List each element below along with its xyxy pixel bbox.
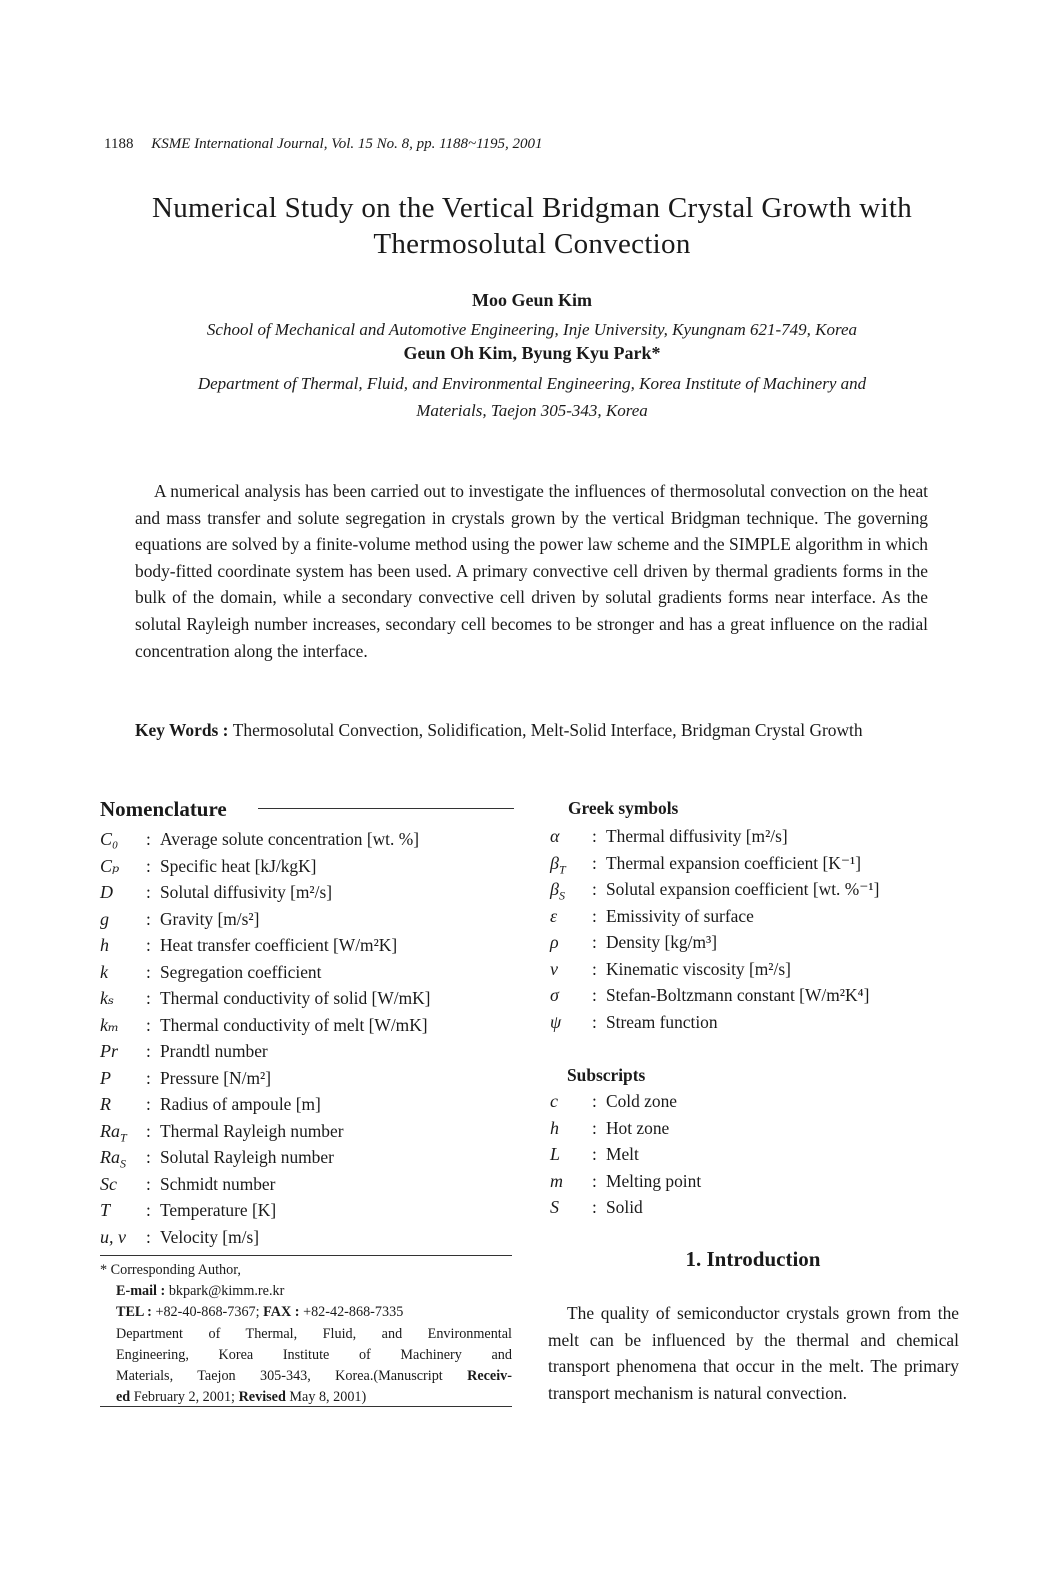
symbol-row bbox=[100, 1012, 428, 1039]
introduction-text: The quality of semiconductor crystals grown from the melt can be influenced by the thermal and chemical transport phenomena that occur in the melt. The primary transport mechanism is natural convection. bbox=[548, 1303, 959, 1403]
page-number: 1188 bbox=[104, 136, 134, 152]
symbol: Sc bbox=[100, 1173, 117, 1194]
symbol-colon: : bbox=[146, 1067, 151, 1088]
revised-date: May 8, 2001) bbox=[289, 1389, 367, 1406]
symbol-definition: Solutal diffusivity [m²/s] bbox=[160, 882, 333, 902]
symbol: ν bbox=[550, 958, 558, 979]
symbol-definition: Solutal Rayleigh number bbox=[160, 1147, 334, 1167]
symbol-colon: : bbox=[146, 855, 151, 876]
symbol-row bbox=[100, 1197, 276, 1224]
symbol-row bbox=[100, 826, 419, 853]
keywords-text: Thermosolutal Convection, Solidification, Melt-Solid Interface, Bridgman Crystal Growth bbox=[232, 720, 863, 740]
symbol-definition: Thermal expansion coefficient [K⁻¹] bbox=[606, 852, 862, 873]
symbol-definition: Radius of ampoule [m] bbox=[160, 1094, 321, 1114]
email-value: bkpark@kimm.re.kr bbox=[168, 1283, 285, 1300]
symbol: C₀ bbox=[100, 829, 119, 849]
footnote-rule bbox=[100, 1255, 512, 1256]
symbol-row bbox=[100, 1224, 259, 1251]
symbol: Pr bbox=[100, 1041, 118, 1061]
symbol-row bbox=[100, 1065, 271, 1092]
footnote-address-1: Department of Thermal, Fluid, and Environmental bbox=[116, 1325, 512, 1342]
symbol: L bbox=[550, 1144, 561, 1164]
symbol-definition: Thermal conductivity of melt [W/mK] bbox=[160, 1014, 428, 1035]
symbol-definition: Density [kg/m³] bbox=[606, 932, 717, 952]
nomenclature-rule bbox=[258, 808, 514, 809]
symbol-row bbox=[550, 982, 869, 1009]
author-2: Geun Oh Kim, Byung Kyu Park* bbox=[403, 343, 661, 363]
affiliation-1: School of Mechanical and Automotive Engineering, Inje University, Kyungnam 621-749, Korea bbox=[206, 320, 858, 339]
symbol-colon: : bbox=[146, 988, 151, 1008]
symbol: $Ra_S$ bbox=[100, 1147, 126, 1171]
symbol: α bbox=[550, 826, 560, 846]
fax-value: +82-42-868-7335 bbox=[303, 1304, 404, 1321]
symbol-colon: : bbox=[146, 829, 151, 849]
symbol: h bbox=[550, 1117, 559, 1138]
symbol-colon: : bbox=[592, 1091, 597, 1111]
symbol-colon: : bbox=[592, 1197, 597, 1217]
symbol-colon: : bbox=[592, 905, 597, 926]
symbol-definition: Thermal conductivity of solid [W/mK] bbox=[160, 988, 431, 1008]
symbol-row bbox=[100, 959, 321, 986]
symbol: Cₚ bbox=[100, 855, 120, 876]
symbol-colon: : bbox=[146, 1173, 151, 1194]
symbol-definition: Pressure [N/m²] bbox=[160, 1067, 271, 1088]
symbol-row bbox=[100, 853, 316, 880]
symbol-definition: Stream function bbox=[606, 1011, 718, 1032]
symbol-row bbox=[550, 1141, 639, 1168]
symbol: $\beta_T$ bbox=[550, 852, 566, 877]
footnote-email bbox=[100, 1281, 512, 1302]
revised-label: Revised bbox=[238, 1389, 286, 1406]
symbol-definition: Temperature [K] bbox=[160, 1200, 277, 1220]
symbol-row bbox=[550, 929, 717, 956]
tel-label: TEL : bbox=[116, 1304, 152, 1321]
symbol: kₛ bbox=[100, 988, 115, 1008]
symbol: m bbox=[550, 1170, 563, 1191]
symbol-colon: : bbox=[146, 1041, 151, 1061]
footnote bbox=[100, 1260, 512, 1408]
symbol: $Ra_T$ bbox=[100, 1120, 127, 1145]
symbol: P bbox=[100, 1067, 111, 1088]
symbol-row bbox=[550, 1168, 701, 1195]
title-line-1: Numerical Study on the Vertical Bridgman Crystal Growth with bbox=[151, 192, 913, 224]
symbol-row bbox=[550, 1009, 718, 1036]
symbol-colon: : bbox=[592, 1117, 597, 1138]
symbol-colon: : bbox=[146, 1147, 151, 1167]
symbol-row bbox=[550, 1115, 669, 1142]
symbol-colon: : bbox=[146, 1120, 151, 1141]
symbol: kₘ bbox=[100, 1014, 120, 1035]
abstract: A numerical analysis has been carried out to investigate the influences of thermosolutal convection on the heat and mass transfer and solute segregation in crystals grown by the vertical Bridgman technique. The governing equations are solved by a finite-volume method using the power law scheme and the SIMPLE algorithm in which body-fitted coordinate system has been used. A primary convective cell driven by thermal gradients forms in the bulk of the domain, while a secondary convective cell driven by solutal gradients forms near interface. As the solutal Rayleigh number increases, secondary cell becomes to be stronger and has a great influence on the radial concentration along the interface. bbox=[135, 481, 928, 661]
journal-citation: KSME International Journal, Vol. 15 No. 8, pp. 1188~1195, 2001 bbox=[151, 136, 543, 152]
symbol: $\beta_S$ bbox=[550, 879, 565, 903]
affiliation-2-line-1: Department of Thermal, Fluid, and Environmental Engineering, Korea Institute of Machinery and bbox=[197, 374, 867, 393]
symbol-row bbox=[100, 1091, 321, 1118]
symbol-row bbox=[100, 1118, 344, 1145]
symbol-colon: : bbox=[146, 961, 151, 982]
keywords bbox=[135, 717, 928, 744]
symbol-colon: : bbox=[146, 1094, 151, 1114]
footnote-bottom-rule bbox=[100, 1406, 512, 1407]
address-3-text: Materials, Taejon 305-343, Korea.(Manuscript bbox=[116, 1368, 443, 1385]
symbol-colon: : bbox=[592, 932, 597, 952]
tel-value: +82-40-868-7367; bbox=[155, 1304, 260, 1321]
subscripts-heading: Subscripts bbox=[567, 1065, 646, 1085]
symbol-colon: : bbox=[592, 1144, 597, 1164]
keywords-label: Key Words : bbox=[135, 720, 229, 740]
symbol-definition: Schmidt number bbox=[160, 1173, 276, 1194]
symbol: ε bbox=[550, 905, 558, 926]
symbol-colon: : bbox=[146, 935, 151, 955]
symbol-definition: Cold zone bbox=[606, 1091, 677, 1111]
footnote-phone bbox=[100, 1302, 512, 1323]
symbol-definition: Melting point bbox=[606, 1170, 702, 1191]
symbol: u, v bbox=[100, 1226, 126, 1247]
symbol-colon: : bbox=[146, 1014, 151, 1035]
symbol: R bbox=[100, 1094, 111, 1114]
symbol: c bbox=[550, 1091, 558, 1111]
greek-heading: Greek symbols bbox=[568, 798, 679, 818]
symbol: T bbox=[100, 1200, 111, 1220]
symbol-colon: : bbox=[592, 958, 597, 979]
affiliation-2 bbox=[60, 370, 1004, 424]
symbol-definition: Stefan-Boltzmann constant [W/m²K⁴] bbox=[606, 985, 870, 1005]
symbol-colon: : bbox=[592, 1170, 597, 1191]
symbol: g bbox=[100, 908, 109, 929]
symbol-row bbox=[100, 1171, 275, 1198]
symbol-definition: Specific heat [kJ/kgK] bbox=[160, 855, 317, 876]
footnote-address-3 bbox=[100, 1366, 512, 1387]
symbol-colon: : bbox=[146, 908, 151, 929]
fax-label: FAX : bbox=[263, 1304, 300, 1321]
symbol: h bbox=[100, 935, 109, 955]
footnote-corresponding: * Corresponding Author, bbox=[100, 1262, 241, 1278]
symbol-colon: : bbox=[146, 1200, 151, 1220]
author-1: Moo Geun Kim bbox=[472, 290, 592, 310]
symbol: S bbox=[550, 1197, 559, 1217]
symbol-colon: : bbox=[592, 826, 597, 846]
symbol-row bbox=[100, 932, 397, 959]
symbol-row bbox=[550, 903, 754, 930]
symbol-definition: Kinematic viscosity [m²/s] bbox=[606, 958, 791, 979]
symbol-row bbox=[100, 906, 259, 933]
symbol-row bbox=[100, 985, 430, 1012]
symbol-definition: Prandtl number bbox=[160, 1041, 268, 1061]
symbol-row bbox=[100, 1038, 268, 1065]
symbol-definition: Thermal Rayleigh number bbox=[160, 1120, 344, 1141]
received-label-b: ed bbox=[116, 1389, 131, 1406]
symbol-colon: : bbox=[146, 1226, 151, 1247]
symbol-definition: Solutal expansion coefficient [wt. %⁻¹] bbox=[606, 879, 880, 899]
symbol-definition: Thermal diffusivity [m²/s] bbox=[606, 826, 788, 846]
paper-title bbox=[60, 190, 1004, 262]
symbol-colon: : bbox=[592, 852, 597, 873]
symbol-colon: : bbox=[146, 882, 151, 902]
received-date: February 2, 2001; bbox=[133, 1389, 236, 1406]
symbol-row bbox=[550, 1088, 677, 1115]
symbol-row bbox=[550, 956, 791, 983]
symbol-definition: Melt bbox=[606, 1144, 639, 1164]
symbol-colon: : bbox=[592, 985, 597, 1005]
symbol-row bbox=[550, 876, 879, 903]
symbol-colon: : bbox=[592, 879, 597, 899]
symbol: D bbox=[100, 882, 113, 902]
symbol-row bbox=[550, 823, 788, 850]
received-label-a: Receiv- bbox=[467, 1368, 512, 1385]
footnote-address-2: Engineering, Korea Institute of Machinery and bbox=[116, 1346, 512, 1363]
symbol: ψ bbox=[550, 1011, 562, 1032]
nomenclature-heading: Nomenclature bbox=[100, 797, 227, 821]
symbol-row bbox=[100, 879, 332, 906]
symbol-definition: Velocity [m/s] bbox=[160, 1226, 260, 1247]
introduction-heading: 1. Introduction bbox=[685, 1247, 821, 1271]
symbol-row bbox=[550, 1194, 643, 1221]
symbol-definition: Hot zone bbox=[606, 1117, 670, 1138]
symbol-definition: Heat transfer coefficient [W/m²K] bbox=[160, 935, 398, 955]
symbol: ρ bbox=[550, 932, 559, 952]
running-head bbox=[104, 136, 543, 153]
symbol-row bbox=[550, 850, 861, 877]
symbol-definition: Emissivity of surface bbox=[606, 905, 754, 926]
symbol-colon: : bbox=[592, 1011, 597, 1032]
title-line-2: Thermosolutal Convection bbox=[373, 228, 691, 260]
affiliation-2-line-2: Materials, Taejon 305-343, Korea bbox=[416, 401, 648, 420]
symbol: k bbox=[100, 961, 108, 982]
symbol-definition: Solid bbox=[606, 1197, 643, 1217]
symbol-definition: Average solute concentration [wt. %] bbox=[160, 829, 419, 849]
email-label: E-mail : bbox=[116, 1283, 166, 1300]
symbol: σ bbox=[550, 985, 559, 1005]
symbol-definition: Gravity [m/s²] bbox=[160, 908, 260, 929]
symbol-definition: Segregation coefficient bbox=[160, 961, 322, 982]
symbol-row bbox=[100, 1144, 334, 1171]
